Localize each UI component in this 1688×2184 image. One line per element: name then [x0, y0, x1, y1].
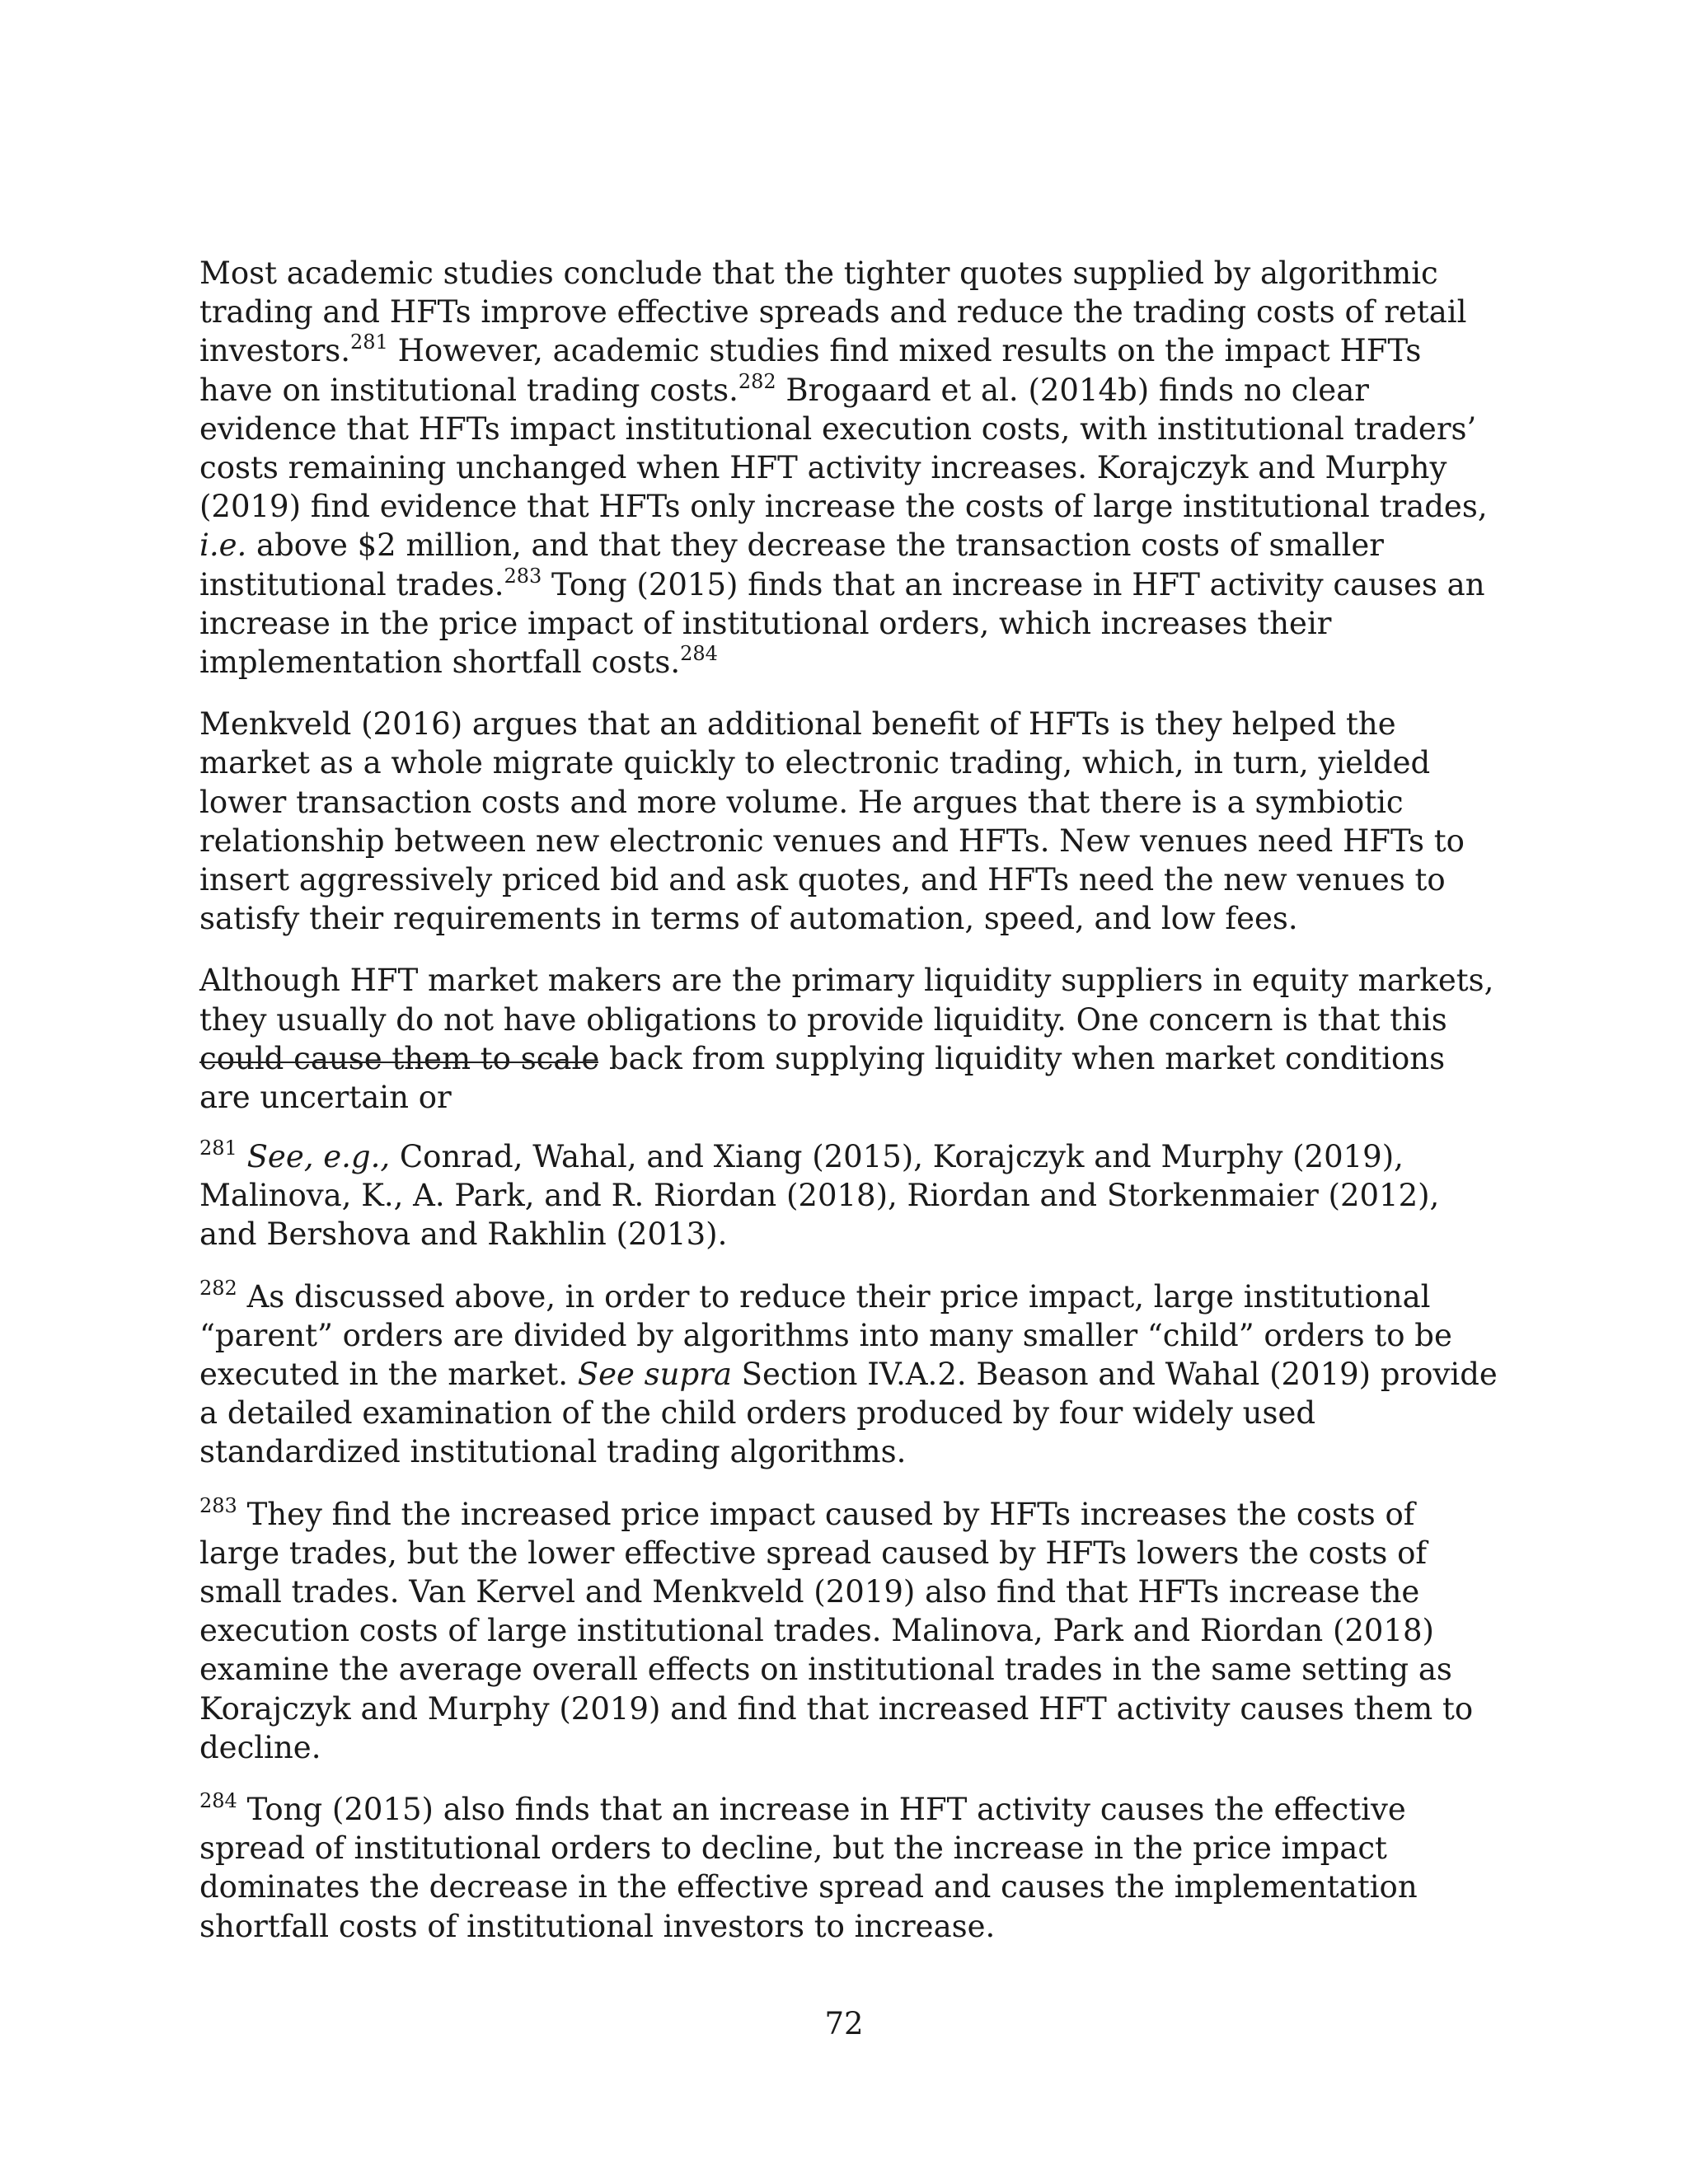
footnote-ref-281[interactable]: 281	[350, 330, 388, 354]
italic-see-supra: See supra	[577, 1357, 732, 1393]
main-text	[199, 254, 1498, 1140]
footnote-number: 281	[199, 1137, 237, 1160]
footnote-number: 284	[199, 1789, 237, 1813]
paragraph-text: However, academic studies find mixed results on the impact HFTs have on institutional trading costs.	[199, 333, 1422, 408]
footnote-number: 283	[199, 1493, 237, 1517]
paragraph-text: Brogaard et al. (2014b) finds no clear evidence that HFTs impact institutional execution costs, with institutional traders’ costs remaining unchanged when HFT activity increases. Korajczyk and Murphy (2019) find evidence that HFTs only increase the costs of large institutional trades,	[199, 372, 1488, 525]
paragraph-text: above $2 million, and that they decrease the transaction costs of smaller institutional trades.	[199, 527, 1384, 602]
paragraph-liquidity-obligations: Although HFT market makers are the primary liquidity suppliers in equity markets, they usually do not have obligations to provide liquidity. One concern is that this could cause them to scale back from supplying liquidity when market conditions are uncertain or	[199, 963, 1494, 1116]
paragraph-text: Most academic studies conclude that the tighter quotes supplied by algorithmic trading and HFTs improve effective spreads and reduce the trading costs of retail investors.	[199, 255, 1467, 369]
footnote-number: 282	[199, 1276, 237, 1300]
paragraph-text: Tong (2015) finds that an increase in HFT activity causes an increase in the price impact of institutional orders, which increases their implementation shortfall costs.	[199, 566, 1485, 681]
footnote-text: They find the increased price impact caused by HFTs increases the costs of large trades, but the lower effective spread caused by HFTs lowers the costs of small trades. Van Kervel and Menkveld (2019) also find that HFTs increase the execution costs of large institutional trades. Malinova, Park and Riordan (2018) examine the average overall effects on institutional trades in the same setting as Korajczyk and Murphy (2019) and find that increased HFT activity causes them to decline.	[199, 1496, 1474, 1765]
paragraph-menkveld: Menkveld (2016) argues that an additional benefit of HFTs is they helped the market as a whole migrate quickly to electronic trading, which, in turn, yielded lower transaction costs and more volume. He argues that there is a symbiotic relationship between new electronic venues and HFTs. New venues need HFTs to insert aggressively priced bid and ask quotes, and HFTs need the new venues to satisfy their requirements in terms of automation, speed, and low fees.	[199, 706, 1465, 937]
footnote-282	[199, 1277, 1498, 1472]
footnote-text: As discussed above, in order to reduce their price impact, large institutional “parent” orders are divided by algorithms into many smaller “child” orders to be executed in the market.	[199, 1278, 1452, 1393]
footnote-281	[199, 1137, 1498, 1254]
footnote-283	[199, 1495, 1498, 1767]
footnote-separator	[199, 1062, 598, 1063]
footnote-text: Conrad, Wahal, and Xiang (2015), Korajczyk and Murphy (2019), Malinova, K., A. Park, and R. Riordan (2018), Riordan and Storkenmaier (2012), and Bershova and Rakhlin (2013).	[199, 1139, 1440, 1253]
paragraph-hft-trading-costs	[199, 254, 1498, 682]
footnote-text: Section IV.A.2. Beason and Wahal (2019) provide a detailed examination of the child orders produced by four widely used standardized institutional trading algorithms.	[199, 1357, 1498, 1470]
footnote-text: Tong (2015) also finds that an increase in HFT activity causes the effective spread of institutional orders to decline, but the increase in the price impact dominates the decrease in the effective spread and causes the implementation shortfall costs of institutional investors to increase.	[199, 1792, 1418, 1944]
italic-see-eg: See, e.g.,	[246, 1139, 391, 1174]
footnote-ref-283[interactable]: 283	[504, 564, 542, 588]
italic-ie: i.e.	[199, 527, 247, 564]
page-number: 72	[824, 2006, 864, 2041]
footnotes	[199, 1137, 1498, 1969]
footnote-284	[199, 1790, 1498, 1946]
footnote-ref-282[interactable]: 282	[738, 369, 776, 393]
footnote-ref-284[interactable]: 284	[680, 642, 718, 666]
